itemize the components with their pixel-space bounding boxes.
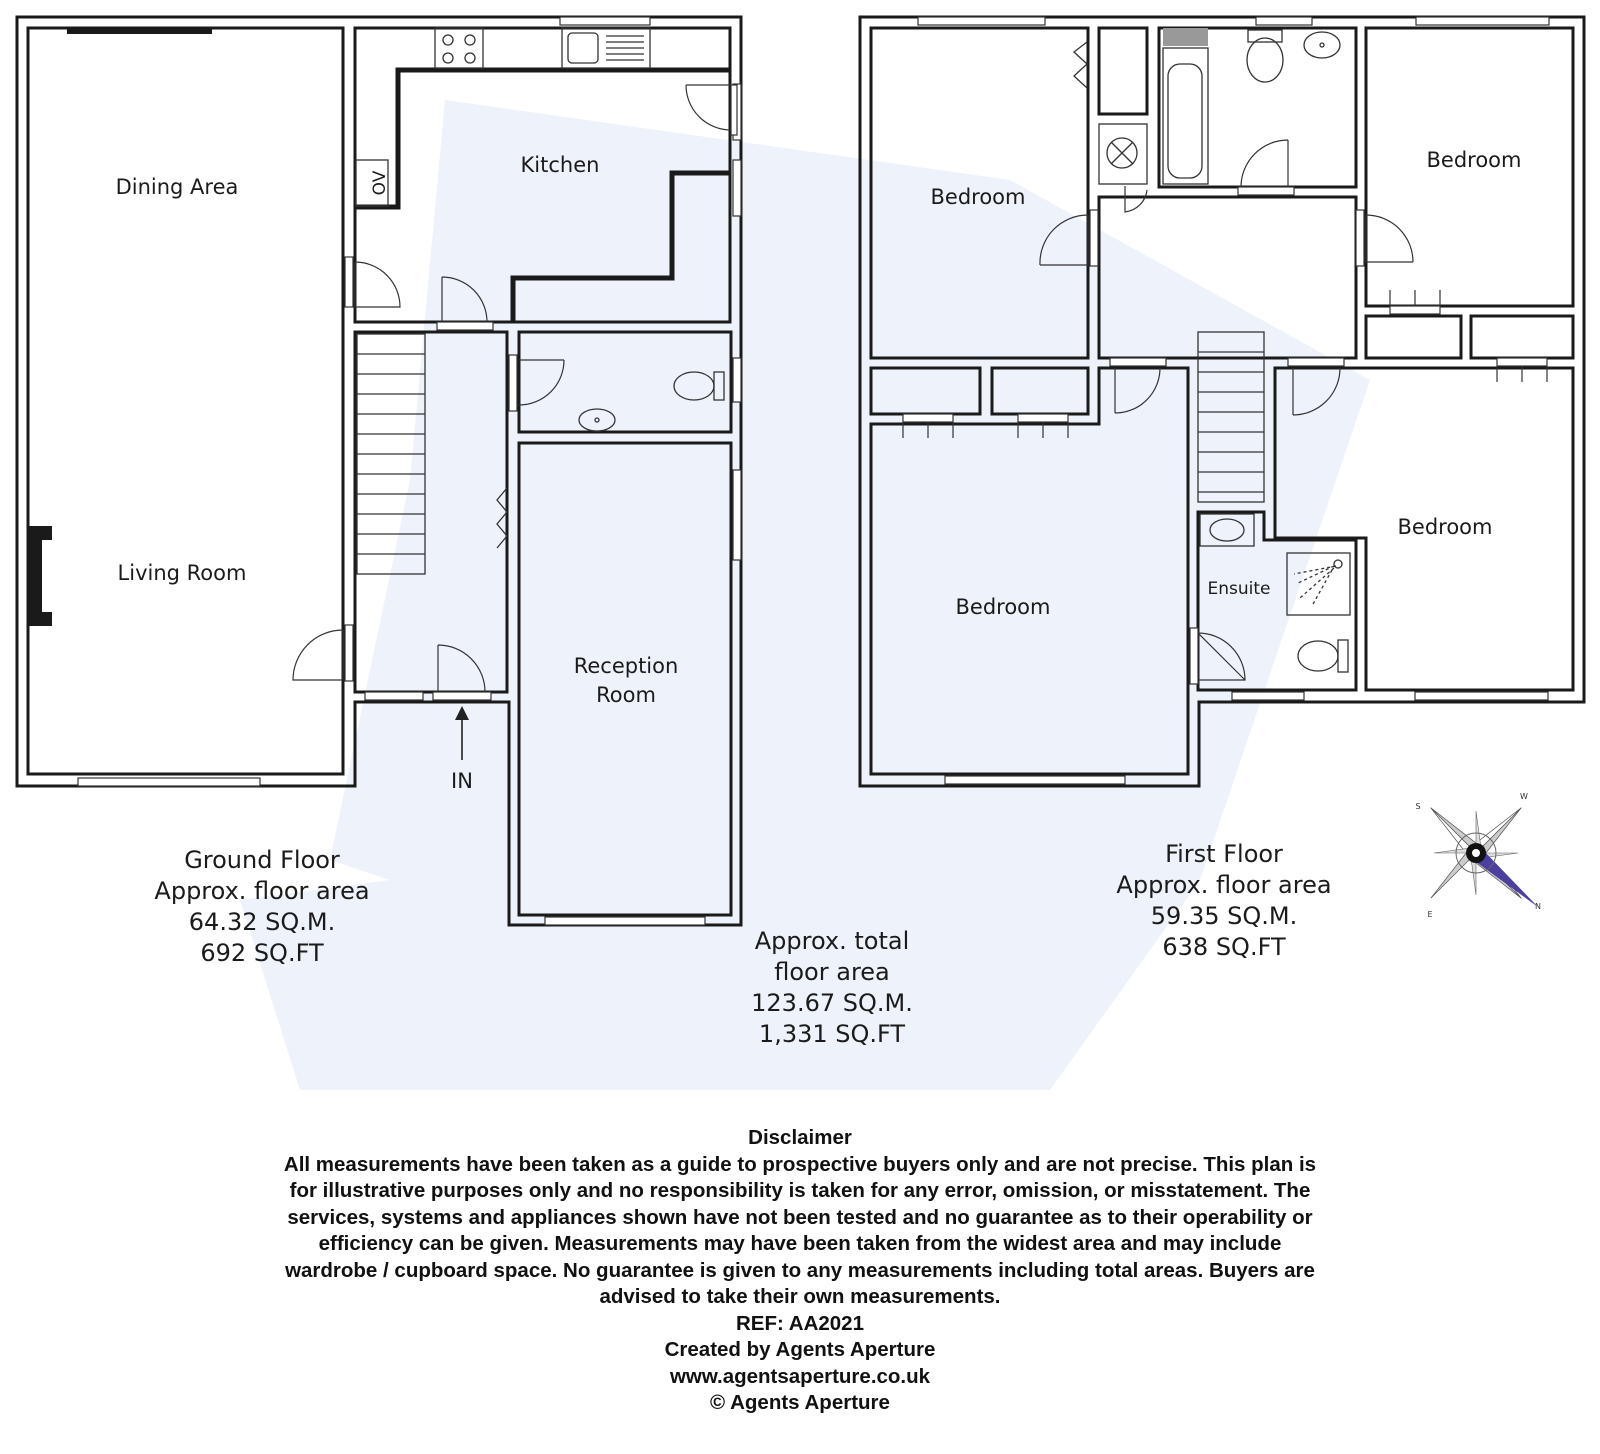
cupboard <box>1099 28 1147 114</box>
copyright: © Agents Aperture <box>710 1391 890 1414</box>
room-label-reception-2: Room <box>596 683 656 707</box>
first-floor-title: First Floor <box>1165 840 1283 868</box>
disclaimer-heading: Disclaimer <box>748 1126 852 1149</box>
first-floor-sqm: 59.35 SQ.M. <box>1150 902 1298 930</box>
window-ensuite <box>1232 692 1304 700</box>
disclaimer-line: services, systems and appliances shown have not been tested and no guarantee as to their operability or <box>287 1205 1313 1229</box>
window-cloakroom <box>733 358 741 402</box>
room-label-kitchen: Kitchen <box>520 153 600 177</box>
ground-floor-area-label: Approx. floor area <box>154 877 370 905</box>
door-wardrobe-tr[interactable] <box>1390 290 1440 314</box>
window-reception <box>545 917 705 925</box>
door-kitchen-dining[interactable] <box>345 257 400 307</box>
compass-rose-icon <box>1385 762 1566 943</box>
disclaimer-line: wardrobe / cupboard space. No guarantee is given to any measurements including total areas. Buyers are <box>285 1258 1315 1282</box>
window-hall <box>365 692 423 700</box>
door-wardrobe-br[interactable] <box>1497 358 1547 382</box>
door-bed-tr[interactable] <box>1356 210 1413 266</box>
website-link[interactable]: www.agentsaperture.co.uk <box>669 1364 931 1388</box>
compass-s-label: S <box>1415 802 1421 811</box>
boiler-icon <box>1099 124 1147 184</box>
disclaimer-block <box>180 1125 1420 1417</box>
compass-e-label: E <box>1427 910 1433 919</box>
entrance-label: IN <box>451 769 473 793</box>
window-kitchen-side-2 <box>733 160 741 216</box>
fireplace-icon <box>28 526 52 626</box>
disclaimer-line: for illustrative purposes only and no responsibility is taken for any error, omission, or misstatement. The <box>289 1179 1311 1202</box>
disclaimer-line: All measurements have been taken as a guide to prospective buyers only and are not precise. This plan is <box>283 1152 1317 1176</box>
bathroom-basin-icon <box>1304 32 1340 58</box>
window-kitchen <box>560 17 650 25</box>
compass-n-label: N <box>1535 902 1541 911</box>
door-boiler[interactable] <box>1125 186 1147 212</box>
ground-floor-title: Ground Floor <box>184 846 340 874</box>
window-bed-br <box>1415 692 1548 700</box>
room-label-ensuite: Ensuite <box>1207 579 1271 599</box>
wardrobe-1 <box>1366 316 1461 358</box>
total-area-line1: Approx. total <box>754 927 910 955</box>
room-label-dining: Dining Area <box>115 175 239 199</box>
reference-code: REF: AA2021 <box>736 1311 864 1335</box>
total-area-sqm: 123.67 SQ.M. <box>751 989 913 1017</box>
bathroom-toilet-icon <box>1247 30 1283 82</box>
created-by: Created by Agents Aperture <box>664 1338 936 1361</box>
room-label-bedroom-3: Bedroom <box>955 595 1051 619</box>
room-label-bedroom-4: Bedroom <box>1397 515 1493 539</box>
door-bathroom[interactable] <box>1238 140 1294 195</box>
first-floor-sqft: 638 SQ.FT <box>1162 933 1286 961</box>
window-bed-bl <box>945 776 1125 784</box>
disclaimer-line: advised to take their own measurements. <box>599 1285 1001 1308</box>
total-area-line2: floor area <box>774 958 890 986</box>
compass-w-label: W <box>1520 792 1528 801</box>
bath-icon <box>1163 28 1208 184</box>
wardrobe-2 <box>1471 316 1573 358</box>
room-label-living: Living Room <box>117 561 247 585</box>
first-floor-area-label: Approx. floor area <box>1116 871 1332 899</box>
door-cupboard[interactable] <box>1074 42 1087 88</box>
ensuite-toilet-icon <box>1298 640 1348 672</box>
total-area-sqft: 1,331 SQ.FT <box>758 1020 906 1048</box>
disclaimer-line: efficiency can be given. Measurements may have been taken from the widest area and may include <box>318 1232 1282 1255</box>
room-label-bedroom-2: Bedroom <box>1426 148 1522 172</box>
hob-icon <box>435 28 483 68</box>
room-label-reception-1: Reception <box>573 654 679 678</box>
window-living <box>78 778 260 786</box>
oven-label: OV <box>370 170 390 196</box>
window-bed-tr <box>1416 17 1549 25</box>
ground-floor-sqft: 692 SQ.FT <box>200 939 324 967</box>
sink-icon <box>562 28 650 68</box>
window-dining <box>67 28 212 34</box>
ground-floor-sqm: 64.32 SQ.M. <box>188 908 336 936</box>
room-label-bedroom-1: Bedroom <box>930 185 1026 209</box>
window-bathroom <box>1256 17 1312 25</box>
window-bed-tl <box>918 17 1045 25</box>
bathroom <box>1159 28 1356 187</box>
window-reception-side <box>733 470 741 560</box>
